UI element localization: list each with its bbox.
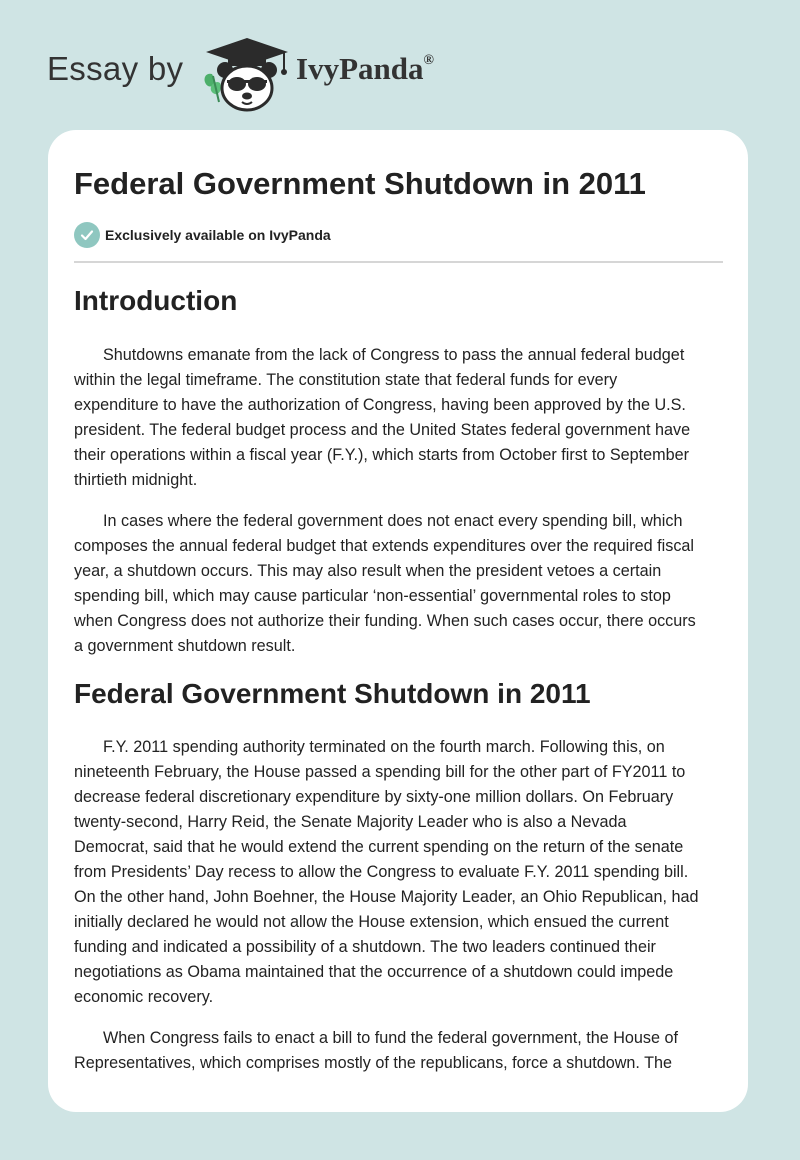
paragraph: F.Y. 2011 spending authority terminated on the fourth march. Following this, on nineteenth February, the House passed a spending bill for the other part of FY2011 to decrease federal discretionary expenditure by sixty-one million dollars. On February twenty-second, Harry Reid, the Senate Majority Leader who is also a Nevada Democrat, said that he would extend the current spending on the return of the senate from Presidents’ Day recess to allow the Congress to evaluate F.Y. 2011 spending bill. On the other hand, John Boehner, the House Majority Leader, an Ohio Republican, had initially declared he would not allow the House extension, which ensued the current funding and indicated a possibility of a shutdown. The two leaders continued their negotiations as Obama maintained that the occurrence of a shutdown could impede economic recovery. <box>74 738 699 1006</box>
essay-card <box>48 130 748 1112</box>
panda-logo-icon[interactable] <box>200 36 294 112</box>
brand-label: IvyPanda <box>296 51 424 86</box>
registered-mark: ® <box>423 53 434 68</box>
divider <box>74 261 723 263</box>
leaf-icon <box>205 74 221 102</box>
brand-name[interactable] <box>296 51 434 87</box>
check-circle-icon <box>74 222 100 248</box>
paragraph: In cases where the federal government does not enact every spending bill, which composes the annual federal budget that extends expenditures over the required fiscal year, a shutdown occurs. This may also result when the president vetoes a certain spending bill, which may cause particular ‘non-essential’ governmental roles to stop when Congress does not authorize their funding. When such cases occur, there occurs a government shutdown result. <box>74 512 696 655</box>
site-header <box>0 0 800 130</box>
paragraph: When Congress fails to enact a bill to fund the federal government, the House of Representatives, which comprises mostly of the republicans, force a shutdown. The <box>74 1029 678 1072</box>
exclusive-label: Exclusively available on IvyPanda <box>105 227 331 243</box>
page-title: Federal Government Shutdown in 2011 <box>74 166 646 201</box>
section-heading-shutdown-2011: Federal Government Shutdown in 2011 <box>74 678 591 709</box>
section-heading-introduction: Introduction <box>74 285 238 316</box>
exclusive-badge <box>74 222 331 248</box>
paragraph: Shutdowns emanate from the lack of Congress to pass the annual federal budget within the legal timeframe. The constitution state that federal funds for every expenditure to have the authorization of Congress, having been approved by the U.S. president. The federal budget process and the United States federal government have their operations within a fiscal year (F.Y.), which starts from October first to September thirtieth midnight. <box>74 346 691 489</box>
essay-by-label: Essay by <box>47 50 184 87</box>
